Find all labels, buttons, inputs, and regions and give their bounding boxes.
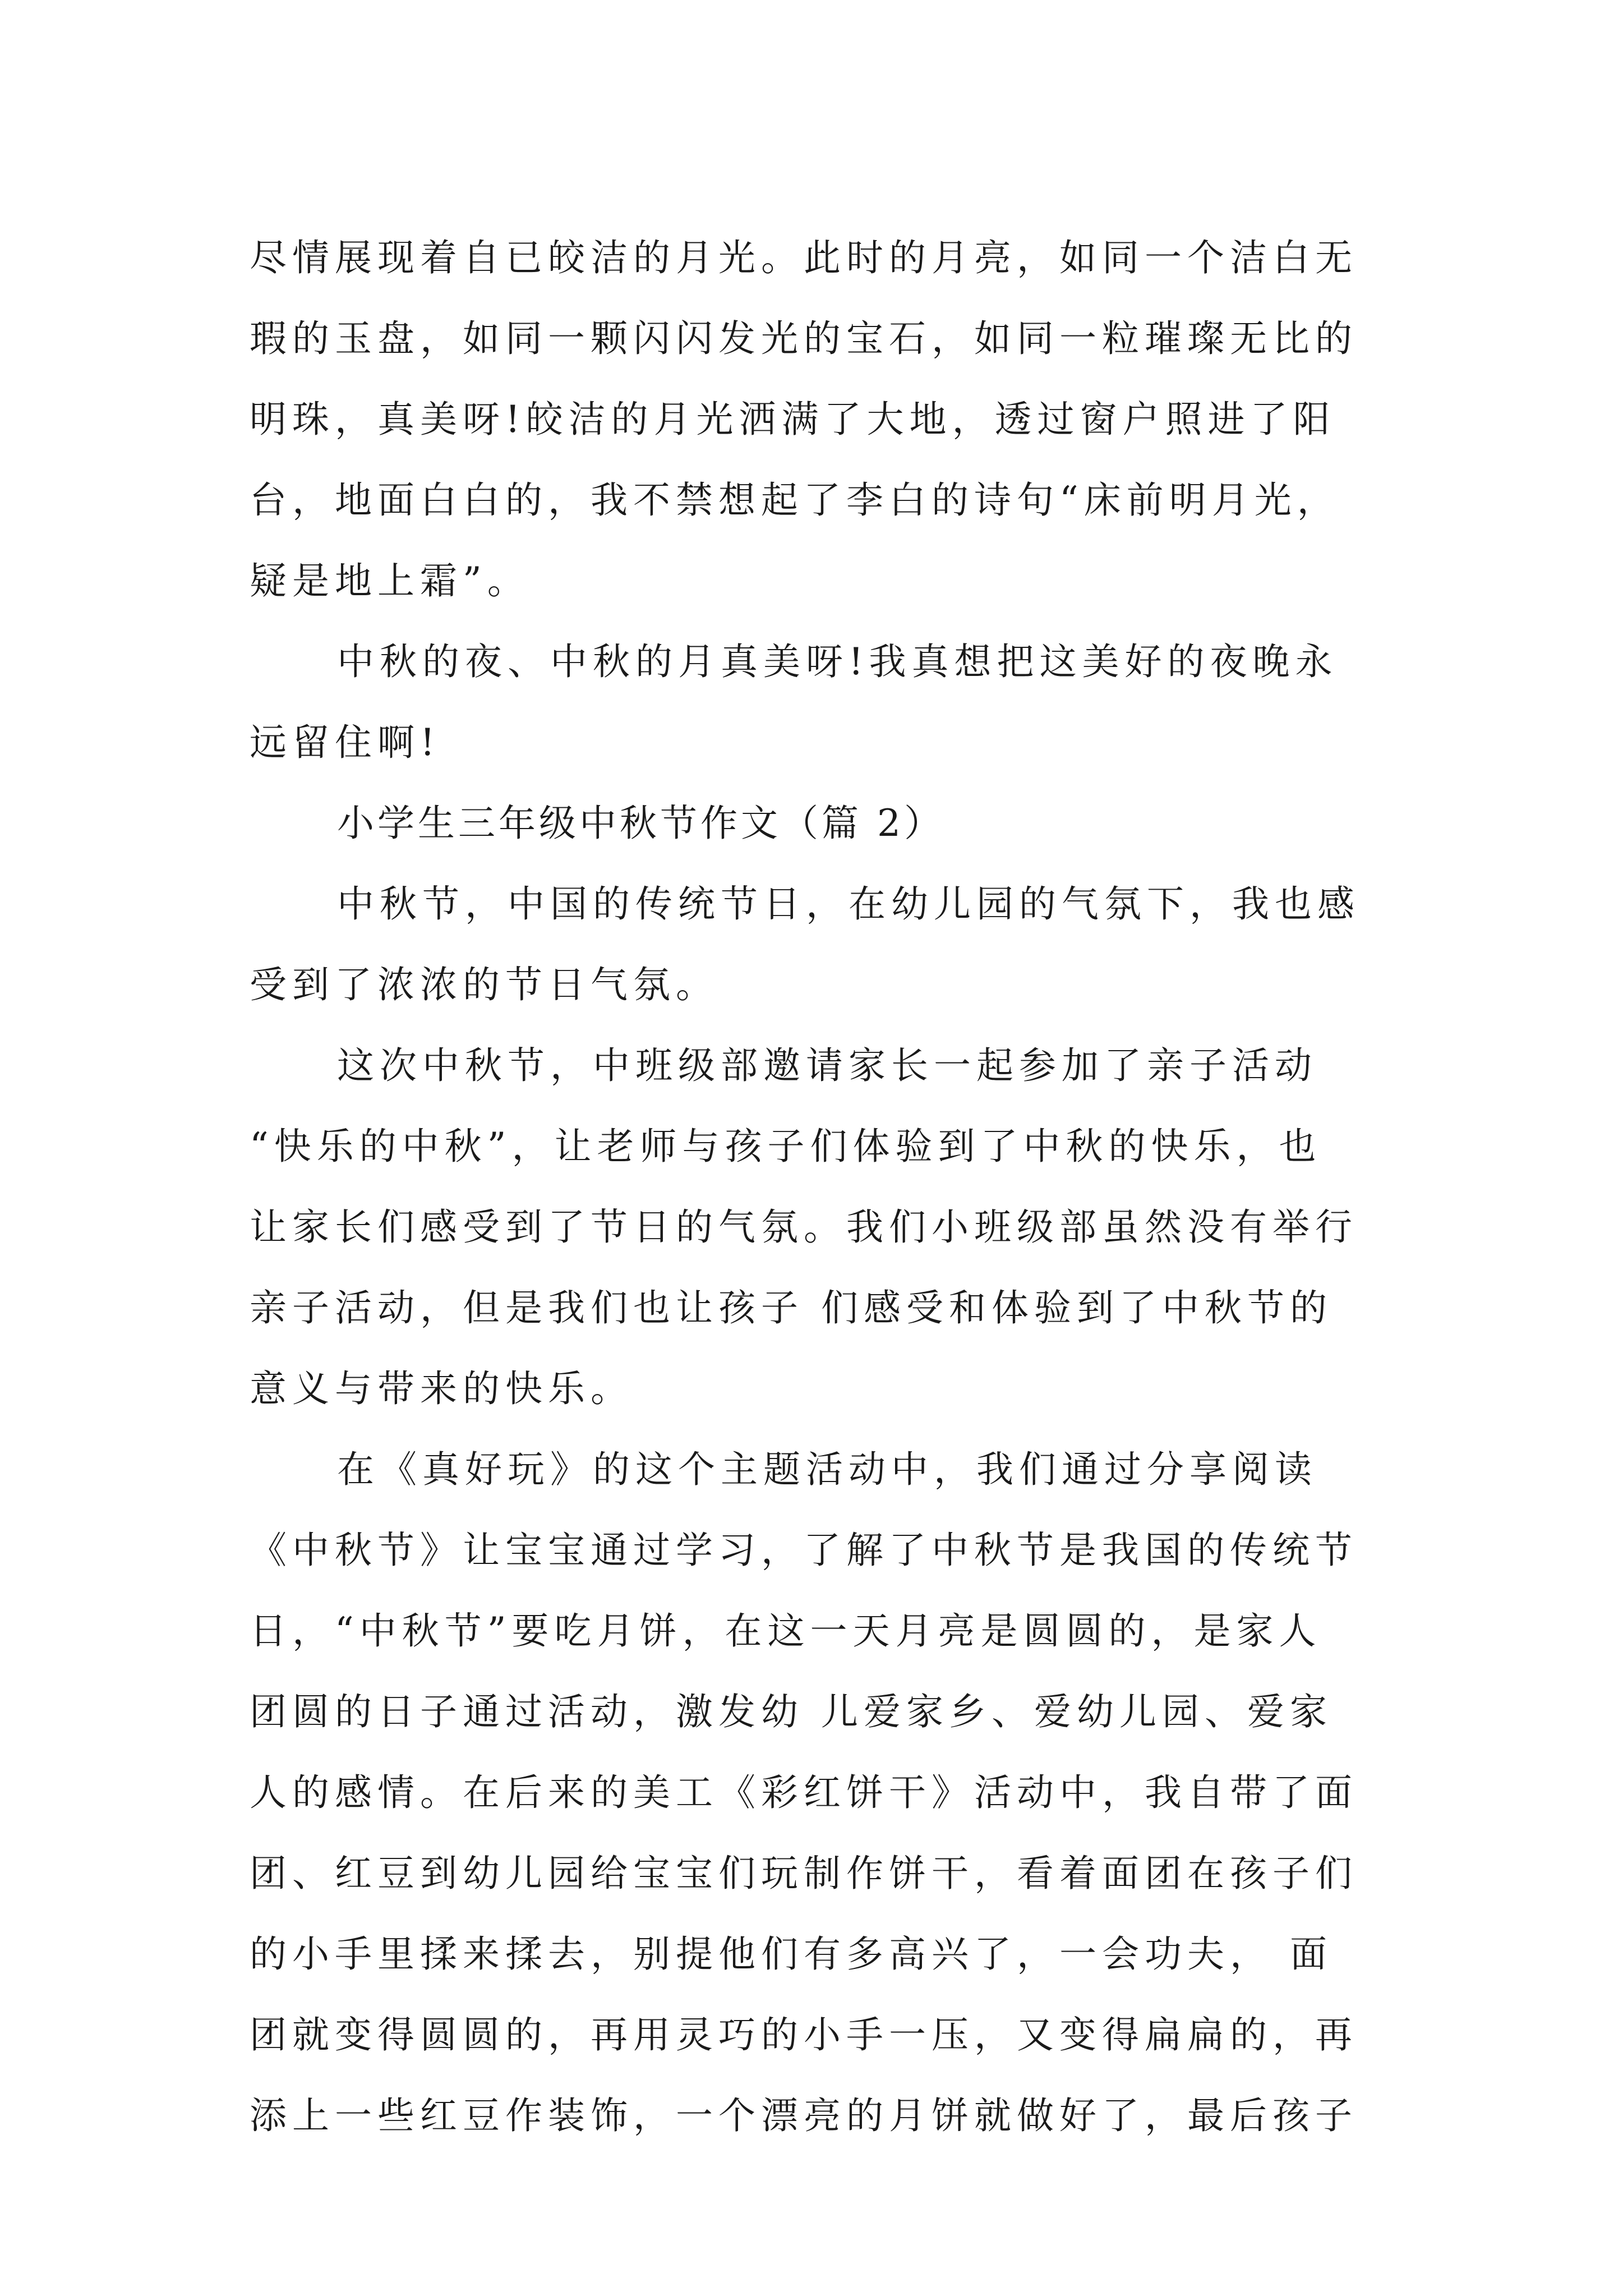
text-line: 意义与带来的快乐。 [250, 1367, 633, 1410]
text-line: 团圆的日子通过活动，激发幼 儿爱家乡、爱幼儿园、爱家 [250, 1690, 1332, 1733]
text-line: 疑是地上霜”。 [250, 559, 530, 602]
text-line: 尽情展现着自已皎洁的月光。此时的月亮，如同一个洁白无 [250, 236, 1358, 279]
essay-title-text: 小学生三年级中秋节作文（篇 2） [337, 802, 944, 845]
text-line: 团、红豆到幼儿园给宝宝们玩制作饼干，看着面团在孩子们 [250, 1852, 1358, 1895]
text-line: 在《真好玩》的这个主题活动中，我们通过分享阅读 [337, 1448, 1317, 1491]
text-line: 《中秋节》让宝宝通过学习，了解了中秋节是我国的传统节 [250, 1529, 1358, 1572]
text-line: 台，地面白白的，我不禁想起了李白的诗句“床前明月光， [250, 478, 1340, 522]
paragraph-theme [250, 1429, 1382, 2156]
text-line: 中秋的夜、中秋的月真美呀!我真想把这美好的夜晚永 [337, 640, 1338, 683]
text-line: 中秋节，中国的传统节日，在幼儿园的气氛下，我也感 [337, 882, 1360, 926]
text-line: 添上一些红豆作装饰，一个漂亮的月饼就做好了，最后孩子 [250, 2094, 1358, 2137]
essay-title [250, 783, 1382, 864]
text-line: 亲子活动，但是我们也让孩子 们感受和体验到了中秋节的 [250, 1286, 1332, 1329]
text-line: 这次中秋节，中班级部邀请家长一起参加了亲子活动 [337, 1044, 1317, 1087]
paragraph-moonlight [250, 218, 1382, 622]
text-line: 受到了浓浓的节日气氛。 [250, 963, 718, 1006]
essay-body [250, 218, 1382, 2156]
text-line: “快乐的中秋”，让老师与孩子们体验到了中秋的快乐，也 [250, 1125, 1322, 1168]
text-line: 让家长们感受到了节日的气氛。我们小班级部虽然没有举行 [250, 1205, 1358, 1249]
paragraph-activity [250, 1025, 1382, 1429]
text-line: 瑕的玉盘，如同一颗闪闪发光的宝石，如同一粒璀璨无比的 [250, 317, 1358, 360]
text-line: 的小手里揉来揉去，别提他们有多高兴了，一会功夫， 面 [250, 1932, 1332, 1976]
paragraph-closing [250, 622, 1382, 783]
text-line: 团就变得圆圆的，再用灵巧的小手一压，又变得扁扁的，再 [250, 2013, 1358, 2056]
paragraph-intro [250, 864, 1382, 1025]
text-line: 日，“中秋节”要吃月饼，在这一天月亮是圆圆的，是家人 [250, 1609, 1322, 1653]
text-line: 明珠，真美呀!皎洁的月光洒满了大地，透过窗户照进了阳 [250, 398, 1336, 441]
text-line: 人的感情。在后来的美工《彩红饼干》活动中，我自带了面 [250, 1771, 1358, 1814]
text-line: 远留住啊! [250, 721, 441, 764]
